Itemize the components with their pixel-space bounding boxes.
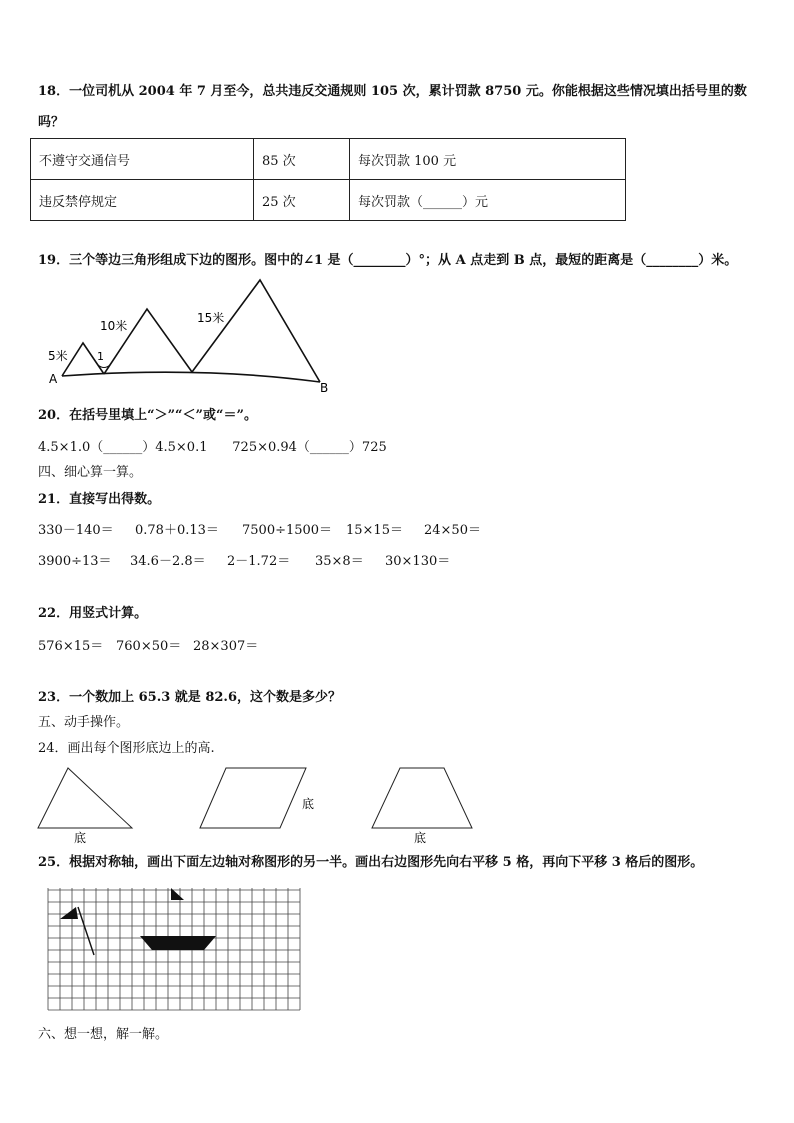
q22-item: 760×50＝	[116, 639, 182, 654]
q21-item: 2－1.72＝	[227, 554, 291, 569]
q21-item: 15×15＝	[346, 523, 403, 538]
table-cell: 25 次	[254, 180, 350, 221]
table-cell: 85 次	[254, 139, 350, 180]
trapezoid-block-shape	[140, 936, 216, 950]
table-cell: 不遵守交通信号	[31, 139, 254, 180]
q18-question-line2: 吗？	[38, 115, 65, 130]
q24-title: 24．画出每个图形底边上的高.	[38, 741, 215, 756]
trapezoid-shape	[372, 768, 472, 828]
base-label: 底	[414, 831, 427, 845]
base-label: 底	[302, 797, 315, 811]
triangle-shape	[38, 768, 132, 828]
point-a-label: A	[49, 372, 58, 386]
q21-item: 7500÷1500＝	[242, 523, 333, 538]
table-cell: 每次罚款 100 元	[350, 139, 626, 180]
parallelogram-shape	[200, 768, 306, 828]
q20-title: 20．在括号里填上“＞”“＜”或“＝”。	[38, 408, 257, 423]
q21-item: 24×50＝	[424, 523, 481, 538]
q21-title: 21．直接写出得数。	[38, 492, 161, 507]
table-cell[interactable]: 每次罚款（______）元	[350, 180, 626, 221]
side-15m-label: 15米	[197, 311, 225, 325]
q19-question: 19．三个等边三角形组成下边的图形。图中的∠1 是（________）°；从 A 点走到 B 点，最短的距离是（________）米。	[38, 253, 738, 268]
q21-item: 35×8＝	[315, 554, 364, 569]
q18-question-line1: 18．一位司机从 2004 年 7 月至今，总共违反交通规则 105 次，累计罚款 8750 元。你能根据这些情况填出括号里的数	[38, 84, 747, 99]
q25-grid	[46, 888, 306, 1018]
q21-item: 3900÷13＝	[38, 554, 112, 569]
section-4-heading: 四、细心算一算。	[38, 465, 143, 480]
angle-1-label: 1	[97, 350, 104, 363]
section-5-heading: 五、动手操作。	[38, 715, 130, 730]
left-flag-shape	[60, 907, 78, 919]
side-5m-label: 5米	[48, 349, 68, 363]
q23-question: 23．一个数加上 65.3 就是 82.6，这个数是多少？	[38, 690, 341, 705]
point-b-label: B	[320, 381, 329, 395]
side-10m-label: 10米	[100, 319, 128, 333]
q21-item: 330－140＝	[38, 523, 114, 538]
table-cell: 违反禁停规定	[31, 180, 254, 221]
q20-compare-line[interactable]: 4.5×1.0（______）4.5×0.1 725×0.94（______）725	[38, 440, 387, 455]
q22-title: 22．用竖式计算。	[38, 606, 148, 621]
q22-item: 28×307＝	[193, 639, 259, 654]
base-label: 底	[74, 831, 87, 845]
q25-question: 25．根据对称轴，画出下面左边轴对称图形的另一半。画出右边图形先向右平移 5 格，再向下平移 3 格后的图形。	[38, 855, 704, 870]
section-6-heading: 六、想一想，解一解。	[38, 1027, 169, 1042]
q21-item: 0.78＋0.13＝	[135, 523, 219, 538]
q22-item: 576×15＝	[38, 639, 104, 654]
q21-item: 34.6－2.8＝	[130, 554, 206, 569]
q21-item: 30×130＝	[385, 554, 451, 569]
